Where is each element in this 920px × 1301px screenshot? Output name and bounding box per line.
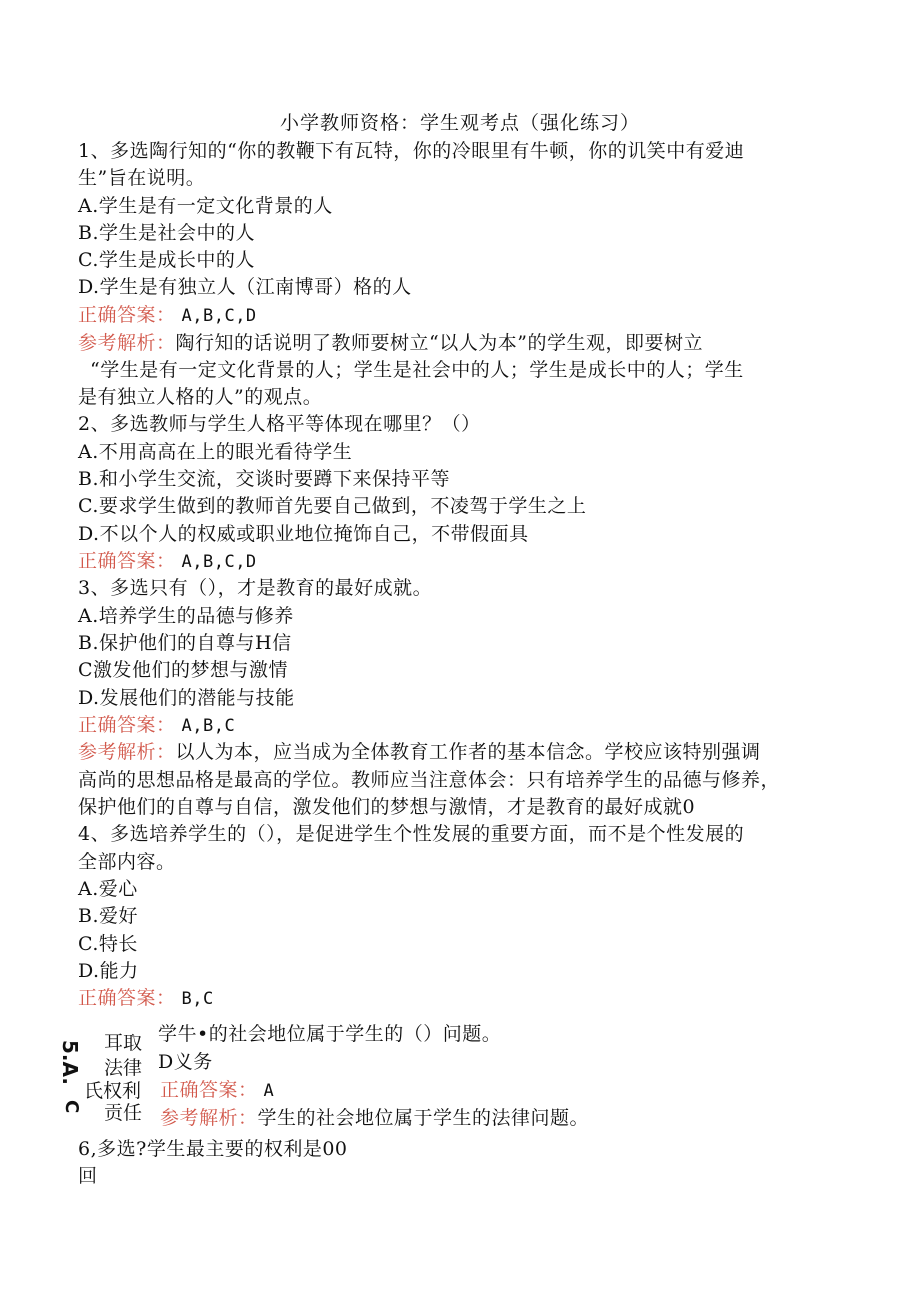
- answer-label: 正确答案：: [78, 550, 176, 572]
- q4-stem-line-1: 4、多选培养学生的（），是促进学生个性发展的重要方面，而不是个性发展的: [78, 823, 745, 845]
- q4-stem-line-2: 全部内容。: [78, 851, 176, 873]
- explanation-label: 参考解析：: [78, 332, 176, 354]
- q5-answer: [160, 1077, 274, 1104]
- q4-option-c: C.特长: [78, 933, 138, 955]
- q5-option-d: 贡任: [104, 1102, 143, 1124]
- q5-stem: 学牛•的社会地位属于学生的（）问题。: [158, 1023, 502, 1045]
- q1-answer: [78, 302, 257, 329]
- answer-value: A,B,C: [181, 716, 236, 736]
- q5-side-number: 5.A.: [58, 1040, 82, 1085]
- q4-option-d: D.能力: [78, 960, 139, 982]
- q6-stem: 6,多选?学生最主要的权利是00: [78, 1138, 348, 1160]
- answer-value: B,C: [181, 989, 214, 1009]
- q5-option-b: 法律: [104, 1057, 143, 1079]
- q3-explanation-line-2: 高尚的思想品格是最高的学位。教师应当注意体会：只有培养学生的品德与修养，: [78, 769, 781, 791]
- q5-explanation: [160, 1105, 589, 1131]
- answer-value: A,B,C,D: [181, 306, 257, 326]
- q3-option-b: B.保护他们的自尊与H信: [78, 632, 292, 654]
- answer-label: 正确答案：: [78, 987, 176, 1009]
- q5-option-c: 氏权利: [84, 1080, 142, 1102]
- explanation-text: 陶行知的话说明了教师要树立“以人为本”的学生观，即要树立: [175, 332, 703, 354]
- q1-option-d: D.学生是有独立人（江南博哥）格的人: [78, 276, 412, 298]
- q2-answer: [78, 548, 257, 575]
- q5-side-letter: C: [61, 1100, 82, 1114]
- q3-answer: [78, 712, 235, 739]
- q5-option-d-extra: D义务: [158, 1051, 213, 1073]
- q1-stem-line-2: 生”旨在说明。: [78, 167, 206, 189]
- q1-explanation-line-2: “学生是有一定文化背景的人；学生是社会中的人；学生是成长中的人；学生: [90, 359, 744, 381]
- q3-option-d: D.发展他们的潜能与技能: [78, 687, 295, 709]
- q1-stem-line-1: 1、多选陶行知的“你的教鞭下有瓦特，你的冷眼里有牛顿，你的讥笑中有爱迪: [78, 140, 745, 162]
- q2-option-d: D.不以个人的权威或职业地位掩饰自己，不带假面具: [78, 523, 529, 545]
- q1-option-c: C.学生是成长中的人: [78, 249, 255, 271]
- answer-label: 正确答案：: [78, 714, 176, 736]
- q4-option-a: A.爱心: [78, 878, 138, 900]
- answer-value: A: [263, 1081, 275, 1101]
- explanation-label: 参考解析：: [160, 1107, 258, 1129]
- q3-explanation-line-3: 保护他们的自尊与自信，激发他们的梦想与激情，才是教育的最好成就0: [78, 796, 696, 818]
- q4-answer: [78, 985, 214, 1012]
- q4-option-b: B.爱好: [78, 905, 139, 927]
- q1-explanation-line-1: [78, 330, 703, 356]
- q1-option-b: B.学生是社会中的人: [78, 222, 256, 244]
- q2-option-c: C.要求学生做到的教师首先要自己做到，不凌驾于学生之上: [78, 495, 587, 517]
- q6-extra-glyph: 回: [78, 1165, 98, 1187]
- explanation-text: 以人为本，应当成为全体教育工作者的基本信念。学校应该特别强调: [175, 741, 761, 763]
- q2-option-b: B.和小学生交流，交谈时要蹲下来保持平等: [78, 468, 451, 490]
- page-title: 小学教师资格：学生观考点（强化练习）: [279, 112, 640, 134]
- q3-option-c: C激发他们的梦想与激情: [78, 659, 289, 681]
- q2-stem: 2、多选教师与学生人格平等体现在哪里？（）: [78, 413, 481, 435]
- answer-label: 正确答案：: [160, 1079, 258, 1101]
- answer-value: A,B,C,D: [181, 552, 257, 572]
- q2-option-a: A.不用高高在上的眼光看待学生: [78, 441, 353, 463]
- explanation-text: 学生的社会地位属于学生的法律问题。: [257, 1107, 590, 1129]
- q1-explanation-line-3: 是有独立人格的人”的观点。: [78, 386, 323, 408]
- q3-explanation-line-1: [78, 739, 761, 765]
- q5-option-a: 耳取: [104, 1032, 143, 1054]
- q1-option-a: A.学生是有一定文化背景的人: [78, 195, 333, 217]
- q3-option-a: A.培养学生的品德与修养: [78, 605, 294, 627]
- answer-label: 正确答案：: [78, 304, 176, 326]
- q3-stem: 3、多选只有（），才是教育的最好成就。: [78, 577, 433, 599]
- explanation-label: 参考解析：: [78, 741, 176, 763]
